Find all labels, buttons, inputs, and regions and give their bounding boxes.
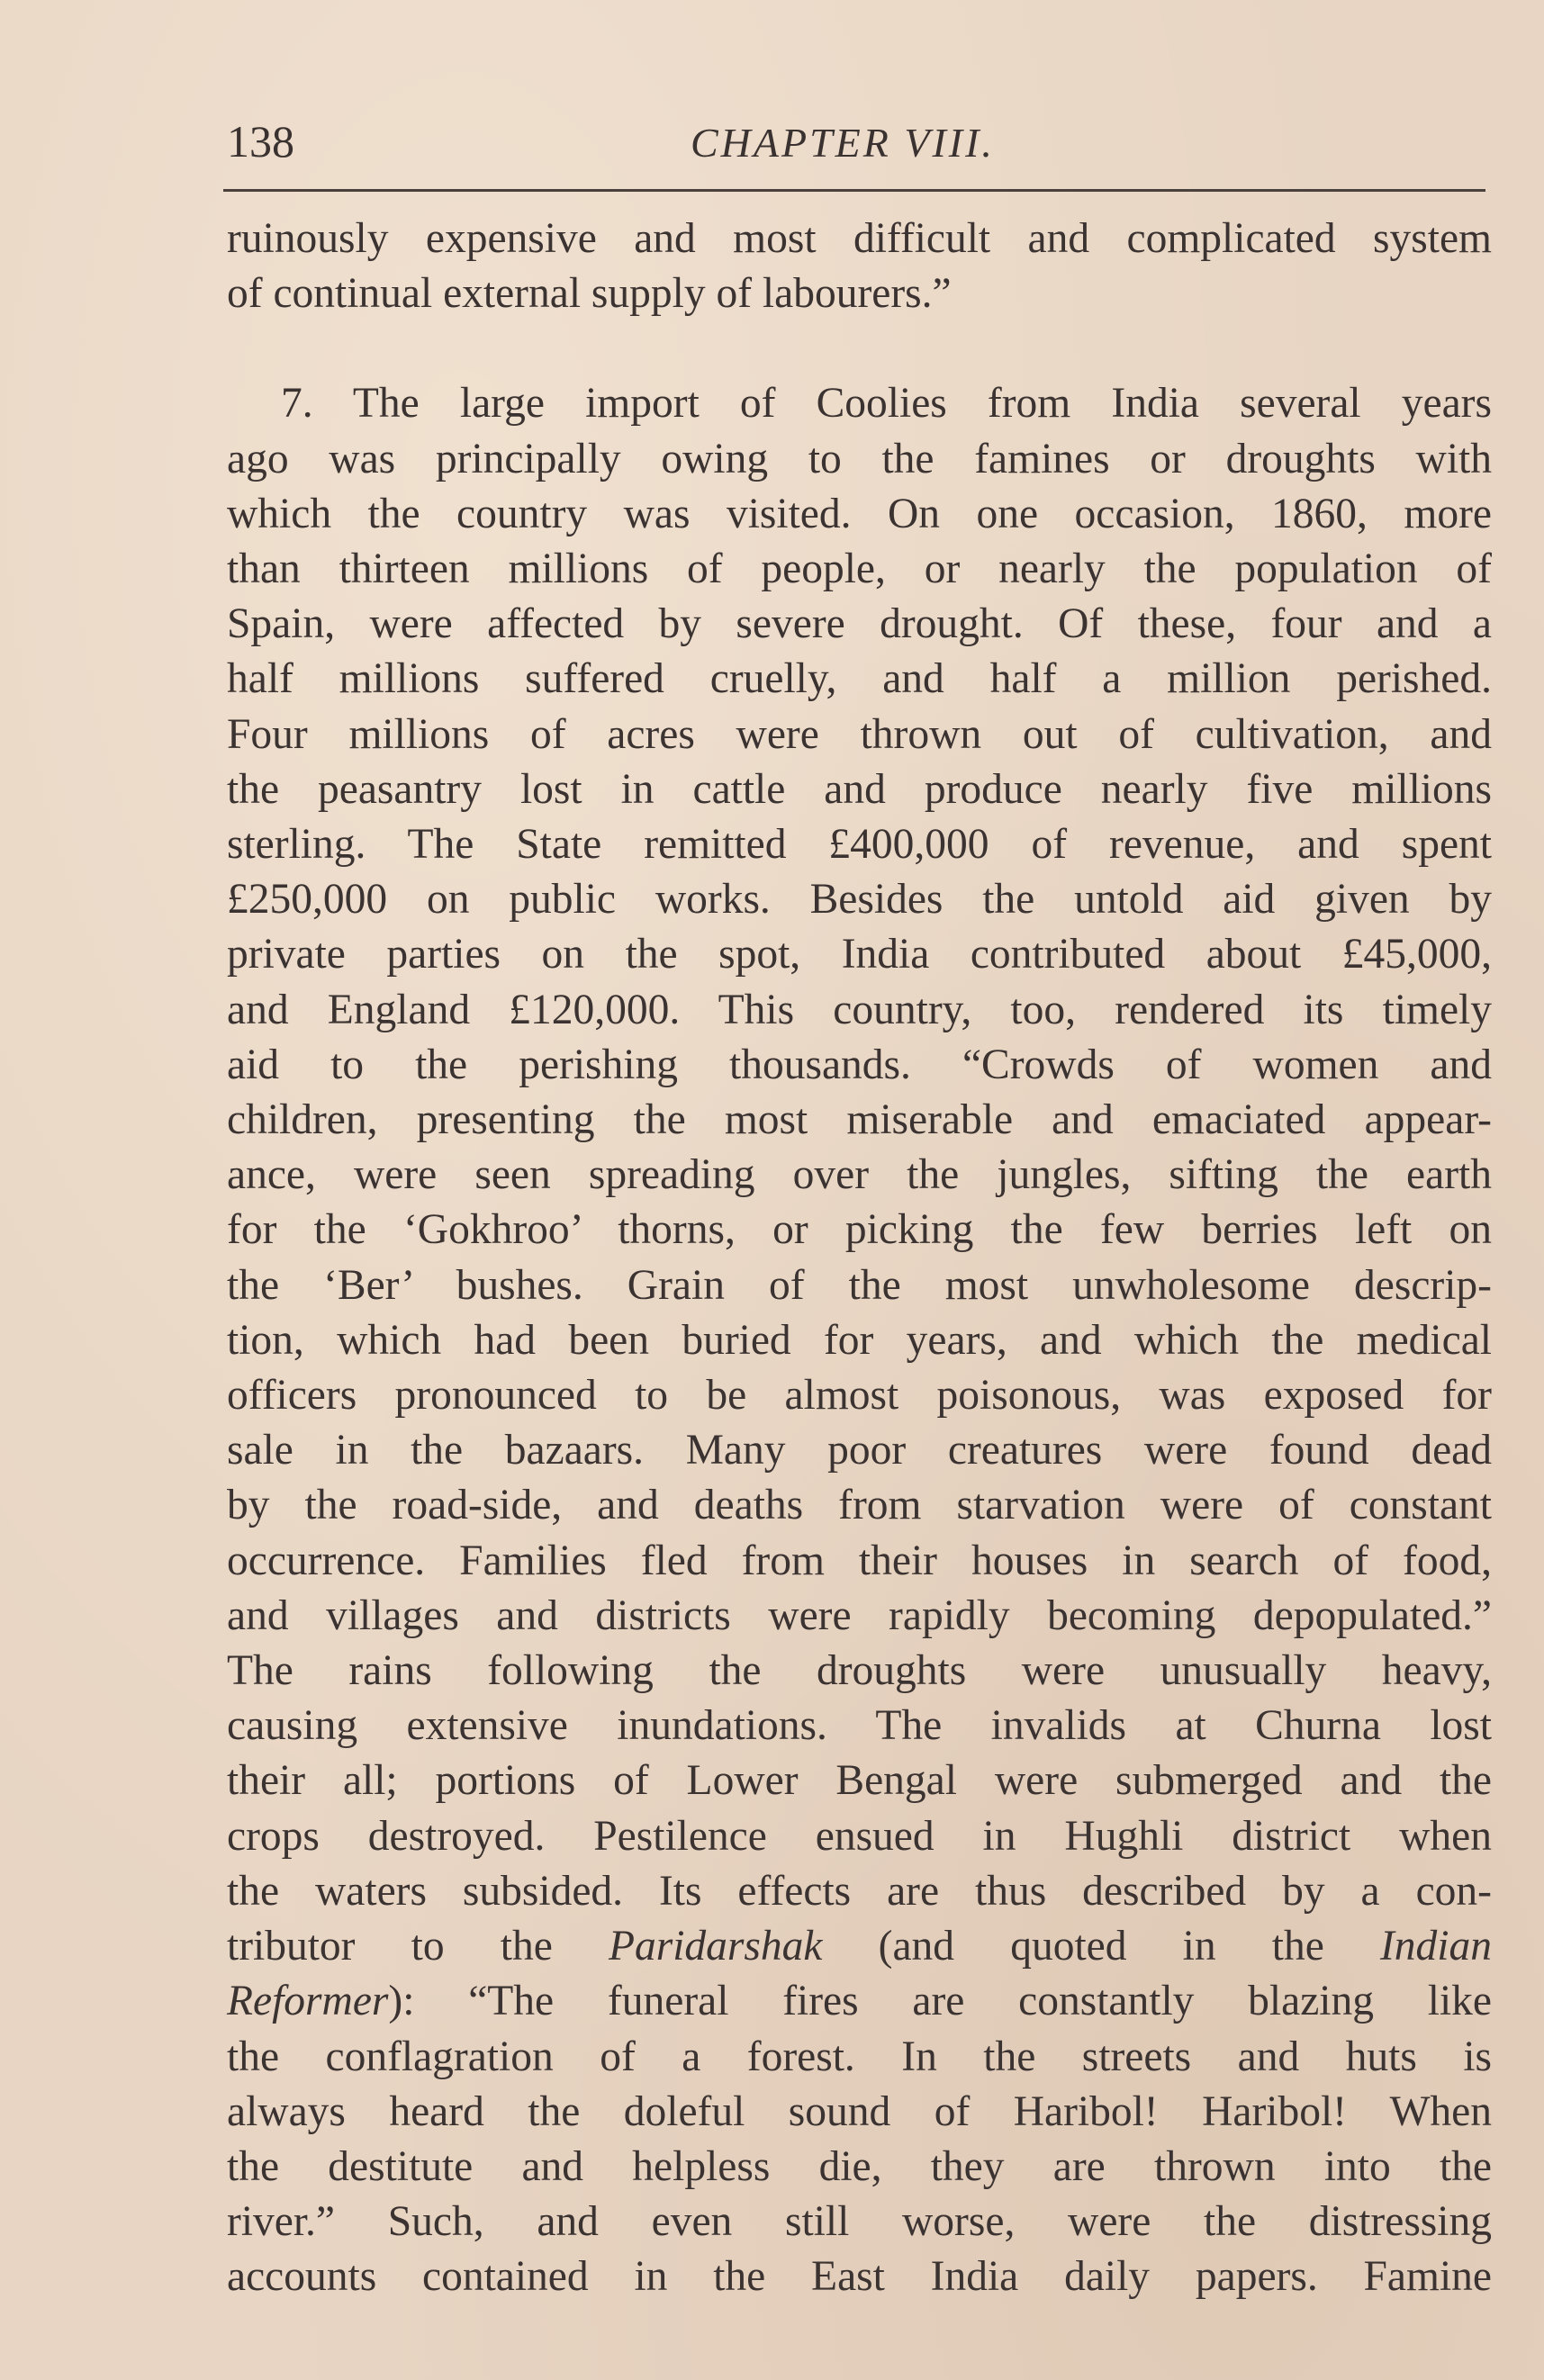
body-text bbox=[227, 212, 1492, 2305]
text-line bbox=[227, 1974, 1492, 2029]
paragraph-7 bbox=[227, 376, 1492, 2304]
text-fragment: ): “The funeral fires are constantly blazing like bbox=[388, 1978, 1492, 2025]
text-line: children, presenting the most miserable and emaciated appear- bbox=[227, 1096, 1492, 1144]
text-fragment: tributor to the bbox=[227, 1923, 609, 1970]
italic-title-paridarshak: Paridarshak bbox=[608, 1923, 823, 1970]
text-line: officers pronounced to be almost poisonous, was exposed for bbox=[227, 1372, 1492, 1420]
text-line: £250,000 on public works. Besides the untold aid given by bbox=[227, 876, 1492, 924]
text-line: ruinously expensive and most difficult and complicated system bbox=[227, 215, 1492, 262]
page-number: 138 bbox=[227, 116, 294, 167]
text-line: and villages and districts were rapidly becoming depopulated.” bbox=[227, 1591, 1492, 1639]
text-line: accounts contained in the East India daily papers. Famine bbox=[227, 2253, 1492, 2301]
text-line: 7. The large import of Coolies from India several years bbox=[281, 380, 1492, 428]
text-line: by the road-side, and deaths from starvation were of constant bbox=[227, 1482, 1492, 1529]
text-line: causing extensive inundations. The invalids at Churna lost bbox=[227, 1702, 1492, 1750]
text-line: aid to the perishing thousands. “Crowds of women and bbox=[227, 1041, 1492, 1088]
text-line: the waters subsided. Its effects are thus described by a con- bbox=[227, 1867, 1492, 1915]
text-line: crops destroyed. Pestilence ensued in Hughli district when bbox=[227, 1812, 1492, 1860]
text-line: tion, which had been buried for years, and which the medical bbox=[227, 1316, 1492, 1364]
text-line bbox=[227, 1919, 1492, 1974]
text-line: always heard the doleful sound of Haribol! Haribol! When bbox=[227, 2087, 1492, 2135]
text-line: their all; portions of Lower Bengal were submerged and the bbox=[227, 1757, 1492, 1805]
text-line: occurrence. Families fled from their houses in search of food, bbox=[227, 1537, 1492, 1584]
text-line: ance, were seen spreading over the jungles, sifting the earth bbox=[227, 1151, 1492, 1199]
text-line: river.” Such, and even still worse, were the distressing bbox=[227, 2198, 1492, 2246]
running-head: CHAPTER VIII. bbox=[691, 120, 995, 166]
text-line: the conflagration of a forest. In the streets and huts is bbox=[227, 2033, 1492, 2080]
italic-title-reformer: Reformer bbox=[227, 1978, 389, 2025]
text-line: private parties on the spot, India contributed about £45,000, bbox=[227, 931, 1492, 978]
text-line: Spain, were affected by severe drought. Of these, four and a bbox=[227, 600, 1492, 648]
text-line: the destitute and helpless die, they are thrown into the bbox=[227, 2142, 1492, 2190]
italic-title-indian: Indian bbox=[1379, 1923, 1492, 1970]
text-line: and England £120,000. This country, too, rendered its timely bbox=[227, 986, 1492, 1033]
paragraph-continuation bbox=[227, 212, 1492, 321]
text-line: Four millions of acres were thrown out of cultivation, and bbox=[227, 710, 1492, 758]
text-line: half millions suffered cruelly, and half a million perished. bbox=[227, 655, 1492, 703]
text-line: the peasantry lost in cattle and produce nearly five millions bbox=[227, 765, 1492, 813]
text-line: sterling. The State remitted £400,000 of revenue, and spent bbox=[227, 821, 1492, 869]
text-line: ago was principally owing to the famines or droughts with bbox=[227, 435, 1492, 482]
text-line: which the country was visited. On one occasion, 1860, more bbox=[227, 490, 1492, 537]
text-line: of continual external supply of labourers.” bbox=[227, 270, 952, 318]
text-line: than thirteen millions of people, or nearly the population of bbox=[227, 545, 1492, 593]
text-fragment: (and quoted in the bbox=[822, 1923, 1380, 1970]
text-line: the ‘Ber’ bushes. Grain of the most unwholesome descrip- bbox=[227, 1261, 1492, 1309]
text-line: for the ‘Gokhroo’ thorns, or picking the few berries left on bbox=[227, 1206, 1492, 1254]
text-line: sale in the bazaars. Many poor creatures were found dead bbox=[227, 1427, 1492, 1474]
page-header bbox=[227, 108, 1487, 171]
header-rule bbox=[223, 189, 1485, 192]
text-line: The rains following the droughts were unusually heavy, bbox=[227, 1647, 1492, 1695]
